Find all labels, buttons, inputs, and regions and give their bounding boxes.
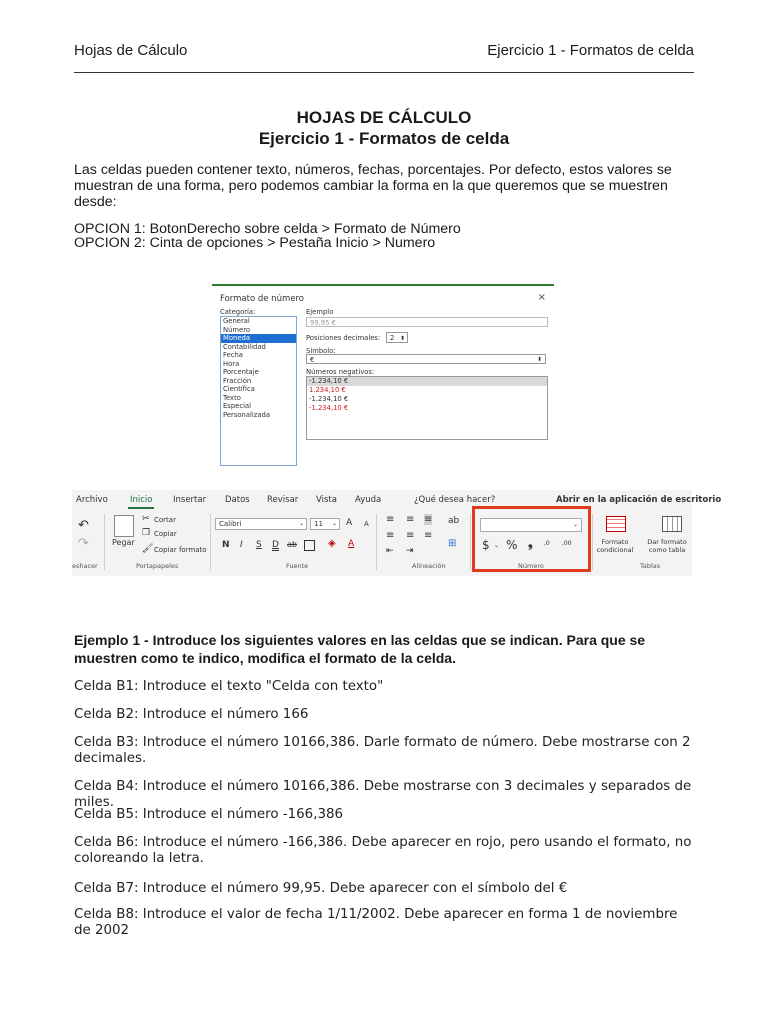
shrink-font-icon[interactable]: A	[364, 520, 369, 528]
tables-group-label: Tablas	[640, 562, 661, 570]
chevron-down-icon: ⌄	[331, 520, 337, 527]
conditional-format-label[interactable]: Formato condicional	[596, 538, 634, 554]
category-item-selected[interactable]: Moneda	[221, 334, 296, 343]
cut-icon[interactable]: ✂	[142, 514, 150, 524]
font-name-value: Calibri	[219, 520, 242, 528]
align-left-icon[interactable]: ≡	[386, 530, 395, 541]
exercise-item-b3: Celda B3: Introduce el número 10166,386. Darle formato de número. Debe mostrarse con 2 decimales.	[74, 735, 691, 766]
number-group-highlight	[472, 506, 591, 572]
doc-title: HOJAS DE CÁLCULO	[296, 108, 472, 127]
excel-ribbon	[72, 490, 722, 576]
exercise-item-b8: Celda B8: Introduce el valor de fecha 1/11/2002. Debe aparecer en forma 1 de noviembre de 2002	[74, 907, 678, 938]
percent-button[interactable]: %	[506, 538, 518, 552]
chevron-down-icon: ⌄	[494, 542, 500, 549]
decimals-spinner[interactable]	[386, 332, 408, 343]
exercise-title: Ejemplo 1 - Introduce los siguientes valores en las celdas que se indican. Para que se muestren como te indico, modifica el formato de la celda.	[74, 632, 646, 666]
active-tab-underline	[128, 507, 154, 509]
option-1: OPCION 1: BotonDerecho sobre celda > Formato de Número	[74, 221, 461, 237]
borders-icon[interactable]	[304, 540, 315, 551]
format-painter-icon[interactable]: 🖌	[142, 544, 154, 554]
align-top-icon[interactable]: ≡	[386, 514, 395, 525]
strikethrough-button[interactable]: ab	[287, 540, 297, 549]
underline-button[interactable]: S	[256, 540, 262, 550]
dropdown-icon: ⬍	[536, 356, 542, 363]
align-center-icon[interactable]: ≡	[406, 530, 415, 541]
tab-archivo[interactable]: Archivo	[76, 495, 108, 505]
ribbon-tabs	[72, 490, 722, 510]
negative-option[interactable]: -1.234,10 €	[309, 395, 349, 403]
tab-revisar[interactable]: Revisar	[267, 495, 299, 505]
font-group-label: Fuente	[286, 562, 309, 570]
tab-insertar[interactable]: Insertar	[173, 495, 207, 505]
number-group-label: Número	[518, 562, 544, 570]
exercise-item-b1: Celda B1: Introduce el texto "Celda con texto"	[74, 679, 384, 694]
copy-label[interactable]: Copiar	[154, 530, 177, 538]
symbol-label: Símbolo:	[306, 347, 336, 355]
chevron-down-icon: ⌄	[298, 520, 304, 527]
category-label: Categoría:	[220, 308, 256, 316]
bold-button[interactable]: N	[222, 540, 230, 550]
open-desktop-link[interactable]: Abrir en la aplicación de escritorio	[556, 495, 722, 505]
clipboard-group-label: Portapapeles	[136, 562, 179, 570]
fill-color-icon[interactable]: ◈	[328, 538, 336, 549]
example-value: 99,95 €	[306, 317, 548, 327]
align-middle-icon[interactable]: ≡	[406, 514, 415, 525]
doc-subtitle: Ejercicio 1 - Formatos de celda	[258, 129, 510, 148]
exercise-item-b4: Celda B4: Introduce el número 10166,386. Debe mostrarse con 3 decimales y separados de miles.	[74, 779, 692, 810]
alignment-group-label: Alineación	[412, 562, 446, 570]
font-name-select[interactable]	[215, 518, 307, 530]
tab-ayuda[interactable]: Ayuda	[355, 495, 382, 505]
category-item[interactable]: Número	[223, 325, 250, 334]
exercise-item-b5: Celda B5: Introduce el número -166,386	[74, 807, 344, 822]
paste-icon[interactable]	[114, 515, 134, 537]
decimals-value: 2	[390, 334, 395, 342]
tab-datos[interactable]: Datos	[225, 495, 250, 505]
category-item[interactable]: Texto	[223, 393, 241, 402]
decimals-label: Posiciones decimales:	[306, 334, 381, 342]
decrease-decimal-button[interactable]: ,00	[562, 540, 572, 547]
grow-font-icon[interactable]: A	[346, 518, 353, 528]
exercise-item-b6: Celda B6: Introduce el número -166,386. Debe aparecer en rojo, pero usando el formato, no coloreando la letra.	[74, 835, 692, 866]
increase-decimal-button[interactable]: ,0	[544, 540, 550, 547]
intro-paragraph: Las celdas pueden contener texto, números, fechas, porcentajes. Por defecto, estos valores se muestran de una forma, pero podemos cambiar la forma en la que queremos que se muestren desde:	[74, 162, 672, 210]
paste-label[interactable]: Pegar	[112, 538, 135, 547]
option-2: OPCION 2: Cinta de opciones > Pestaña Inicio > Numero	[74, 235, 436, 251]
category-item[interactable]: Contabilidad	[223, 342, 266, 351]
category-item[interactable]: Especial	[223, 402, 252, 410]
tab-vista[interactable]: Vista	[316, 495, 337, 505]
symbol-value: €	[310, 356, 315, 364]
negative-option[interactable]: -1.234,10 €	[307, 377, 547, 386]
divider	[470, 514, 471, 570]
category-item[interactable]: Científica	[223, 385, 255, 393]
symbol-select[interactable]	[306, 354, 546, 364]
category-item[interactable]: Fecha	[223, 351, 243, 359]
negatives-list[interactable]	[306, 376, 548, 440]
font-size-value: 11	[314, 520, 323, 528]
align-bottom-icon[interactable]: ≡	[424, 514, 433, 525]
category-list[interactable]	[220, 316, 297, 466]
exercise-item-b7: Celda B7: Introduce el número 99,95. Debe aparecer con el símbolo del €	[74, 881, 568, 896]
category-item[interactable]: General	[223, 317, 250, 325]
category-item[interactable]: Porcentaje	[223, 368, 259, 376]
format-painter-label[interactable]: Copiar formato	[154, 546, 207, 554]
chevron-down-icon: ⌄	[572, 521, 578, 528]
dialog-title: Formato de número	[220, 294, 304, 304]
negative-option[interactable]: 1.234,10 €	[309, 386, 346, 394]
category-item[interactable]: Hora	[223, 359, 240, 368]
merge-center-icon[interactable]: ⊞	[448, 538, 457, 549]
decrease-indent-icon[interactable]: ⇤	[386, 546, 394, 556]
negative-option[interactable]: -1.234,10 €	[309, 404, 349, 412]
font-size-select[interactable]	[310, 518, 340, 530]
undo-icon[interactable]: ↶	[78, 518, 89, 533]
exercise-item-b2: Celda B2: Introduce el número 166	[74, 707, 309, 722]
cut-label[interactable]: Cortar	[154, 516, 176, 524]
double-underline-button[interactable]: D	[272, 540, 279, 550]
italic-button[interactable]: I	[240, 540, 243, 550]
header-rule	[74, 72, 694, 73]
font-color-icon[interactable]: A	[348, 539, 355, 549]
copy-icon[interactable]: ❐	[142, 528, 151, 538]
format-as-table-label[interactable]: Dar formato como tabla	[647, 538, 687, 554]
divider	[104, 514, 105, 570]
tell-me-search[interactable]: ¿Qué desea hacer?	[414, 495, 496, 505]
negatives-label: Números negativos:	[306, 368, 375, 376]
close-icon[interactable]: ×	[537, 292, 546, 303]
category-item[interactable]: Fracción	[223, 376, 252, 385]
number-format-dialog	[212, 284, 554, 470]
category-item[interactable]: Personalizada	[223, 410, 270, 419]
conditional-format-icon[interactable]	[606, 516, 626, 532]
example-label: Ejemplo	[306, 308, 334, 316]
spinner-icon[interactable]: ⬍	[399, 335, 405, 342]
undo-group-label: eshacer	[72, 562, 98, 570]
comma-style-button[interactable]: ❟	[528, 536, 533, 550]
format-as-table-icon[interactable]	[662, 516, 682, 532]
header-left: Hojas de Cálculo	[74, 42, 188, 59]
tab-inicio[interactable]: Inicio	[130, 495, 153, 505]
header-right: Ejercicio 1 - Formatos de celda	[487, 42, 694, 59]
divider	[210, 514, 211, 570]
increase-indent-icon[interactable]: ⇥	[406, 546, 414, 556]
divider	[376, 514, 377, 570]
currency-button[interactable]: $	[482, 538, 490, 552]
align-right-icon[interactable]: ≡	[424, 530, 433, 541]
redo-icon[interactable]: ↷	[78, 536, 89, 551]
wrap-text-icon[interactable]: ab	[448, 516, 460, 526]
